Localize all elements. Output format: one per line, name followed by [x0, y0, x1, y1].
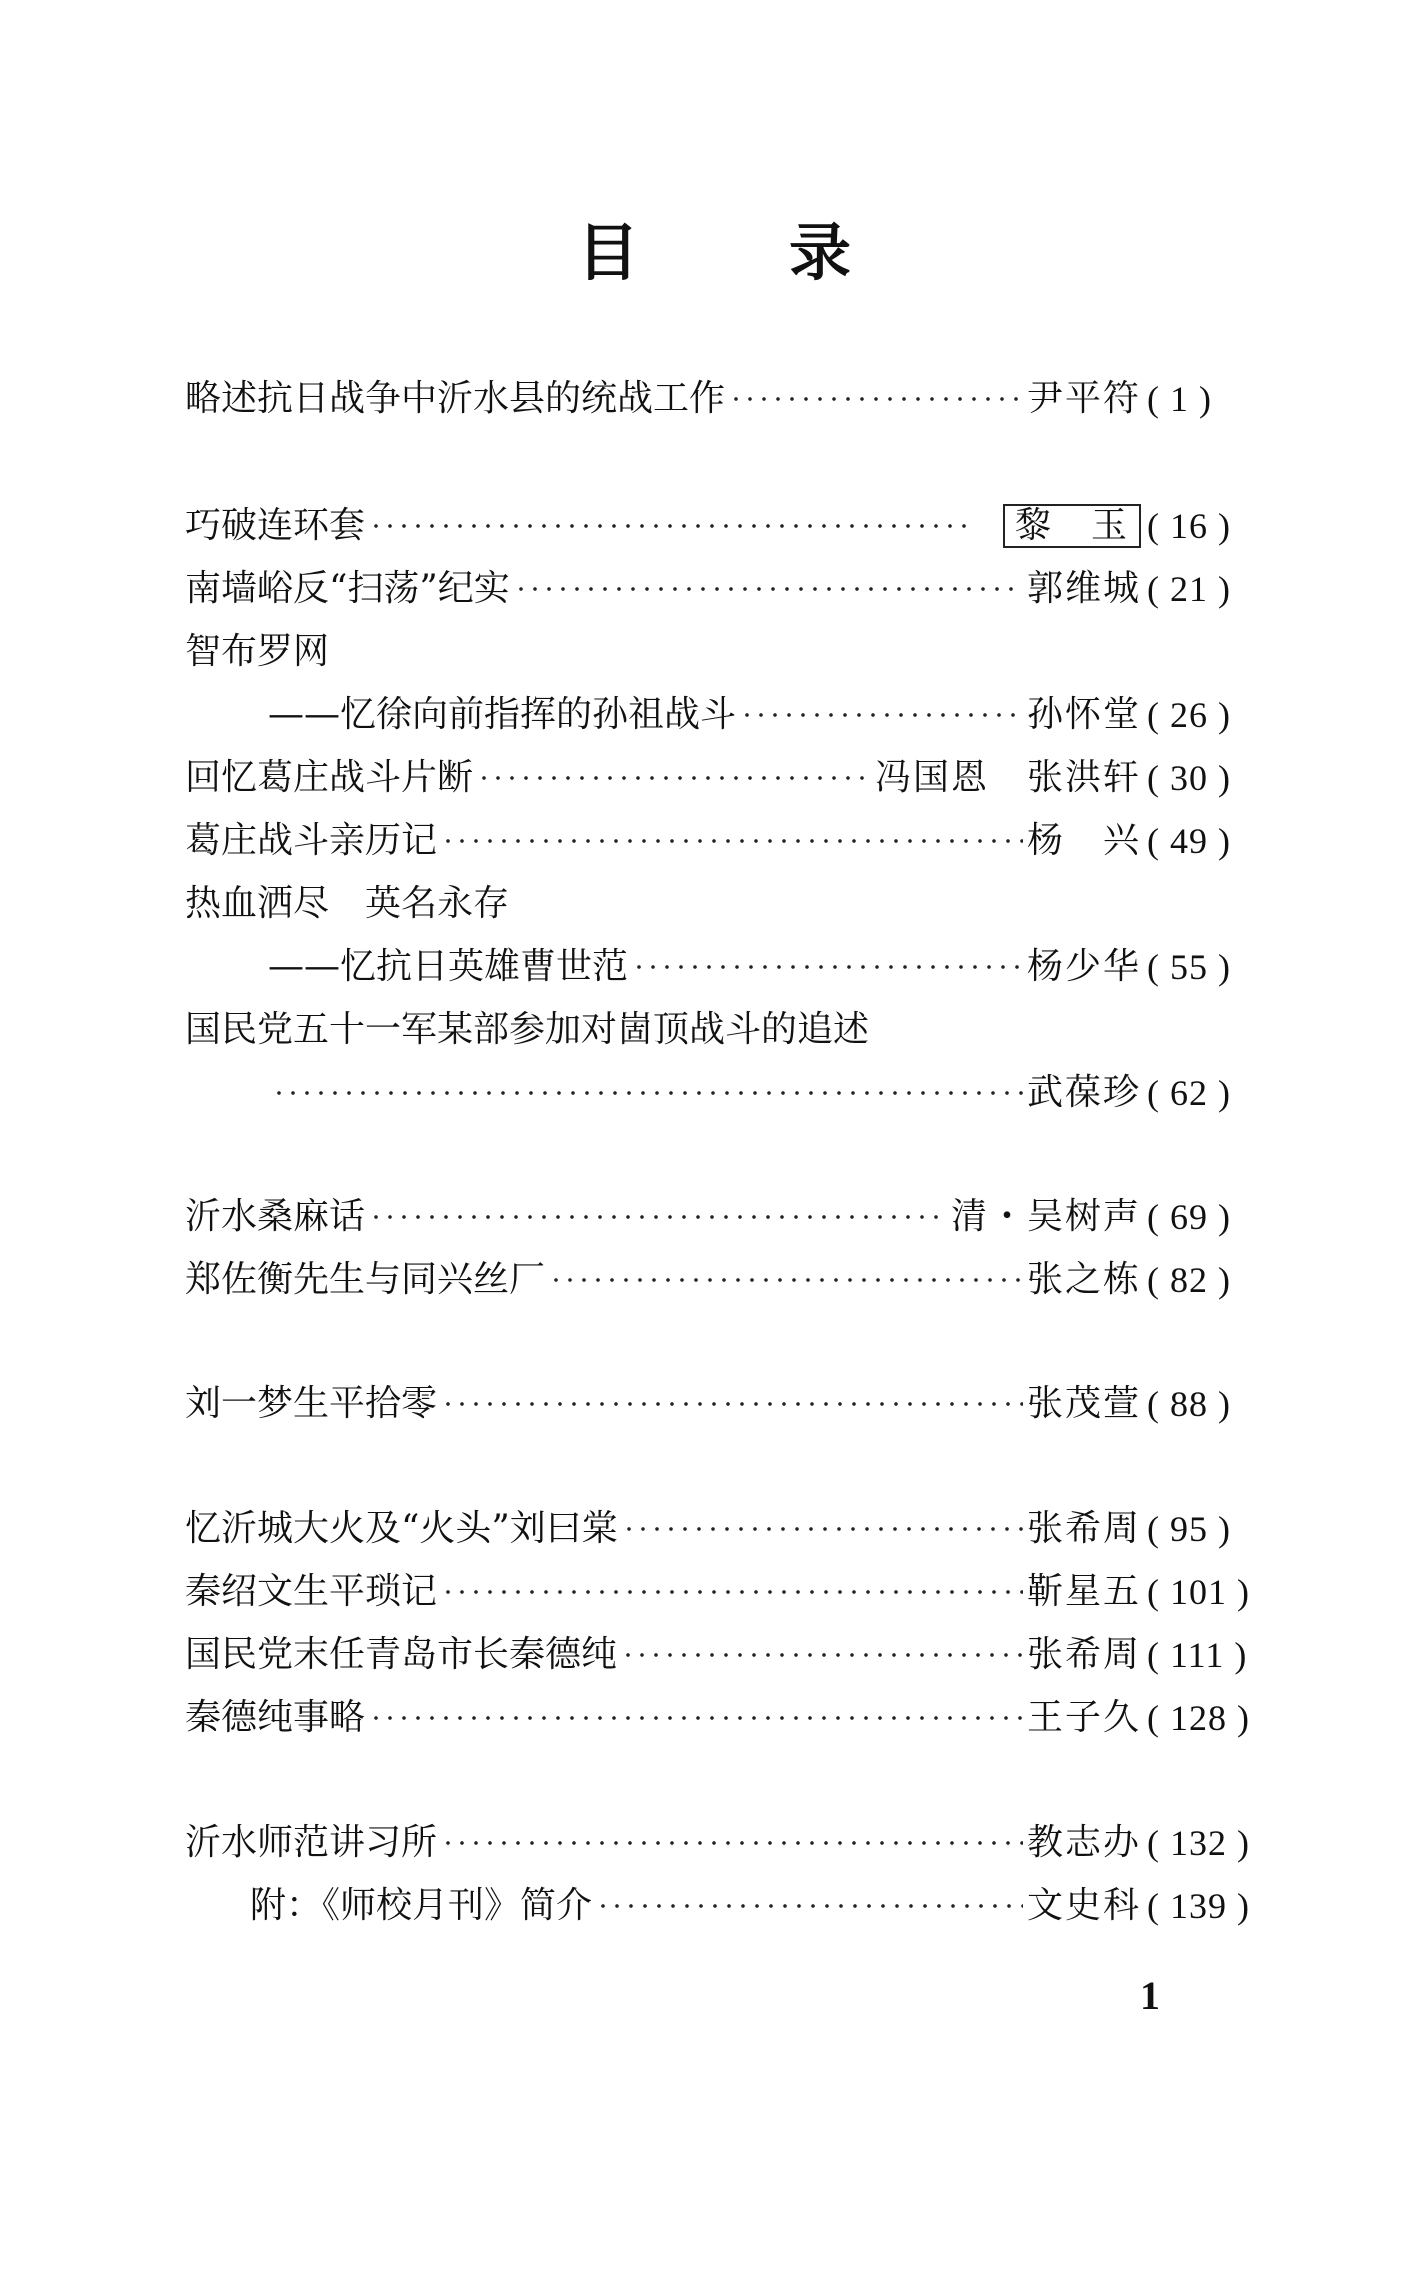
entry-author: 武葆珍 [1026, 1072, 1141, 1113]
entry-page: ( 82 ) [1147, 1260, 1231, 1300]
entry-author: 杨少华 [1026, 946, 1141, 987]
toc-entry[interactable] [185, 498, 1257, 554]
entry-author: 靳星五 [1026, 1571, 1141, 1612]
toc-entry[interactable] [268, 939, 1257, 995]
entry-page: ( 95 ) [1147, 1509, 1231, 1549]
toc-entry[interactable] [185, 1690, 1257, 1746]
entry-title: 国民党末任青岛市长秦德纯 [185, 1634, 618, 1675]
entry-title: 秦德纯事略 [185, 1697, 366, 1738]
toc-entry[interactable] [185, 1252, 1257, 1308]
entry-page: ( 26 ) [1147, 695, 1231, 735]
leader-dots [441, 1396, 1023, 1412]
toc-entry[interactable] [185, 1815, 1257, 1871]
leader-dots [729, 391, 1023, 407]
page-number: 1 [1140, 1973, 1160, 2018]
entry-author: 张希周 [1026, 1634, 1141, 1675]
leader-dots [441, 833, 1023, 849]
entry-author: 清・吴树声 [950, 1196, 1141, 1237]
entry-author: 张茂萱 [1026, 1383, 1141, 1424]
entry-page: ( 101 ) [1147, 1572, 1250, 1612]
entry-author: 杨 兴 [1026, 820, 1141, 861]
entry-author: 张之栋 [1026, 1259, 1141, 1300]
page-title [0, 216, 1428, 289]
entry-author: 王子久 [1026, 1697, 1141, 1738]
entry-author: 尹平符 [1026, 378, 1141, 419]
toc-entry[interactable] [185, 1627, 1257, 1683]
leader-dots [514, 581, 1023, 597]
entry-page: ( 30 ) [1147, 758, 1231, 798]
toc-entry[interactable] [185, 1501, 1257, 1557]
entry-page: ( 111 ) [1147, 1635, 1248, 1675]
entry-title: 附：《师校月刊》简介 [250, 1885, 593, 1926]
toc-entry[interactable] [268, 687, 1257, 743]
entry-page: ( 139 ) [1147, 1886, 1250, 1926]
toc-entry[interactable] [185, 371, 1257, 427]
leader-dots [632, 959, 1023, 975]
leader-dots [441, 1584, 1023, 1600]
title-char-2: 录 [789, 216, 852, 289]
entry-author: 孙怀堂 [1026, 694, 1141, 735]
leader-dots [369, 518, 973, 534]
entry-author: 文史科 [1026, 1885, 1141, 1926]
entry-page: ( 1 ) [1147, 379, 1212, 419]
entry-author: 张希周 [1026, 1508, 1141, 1549]
toc-entry-heading[interactable]: 智布罗网 [185, 631, 330, 672]
leader-dots [622, 1521, 1023, 1537]
toc-entry-heading[interactable]: 热血洒尽 英名永存 [185, 883, 510, 924]
entry-title: 刘一梦生平拾零 [185, 1383, 438, 1424]
toc-entry-heading[interactable]: 国民党五十一军某部参加对崮顶战斗的追述 [185, 1009, 870, 1050]
toc-entry[interactable] [185, 1189, 1257, 1245]
toc-entry[interactable] [185, 561, 1257, 617]
entry-title: 回忆葛庄战斗片断 [185, 757, 474, 798]
title-char-1: 目 [576, 216, 639, 289]
entry-page: ( 16 ) [1147, 506, 1231, 546]
entry-page: ( 132 ) [1147, 1823, 1250, 1863]
leader-dots [477, 770, 871, 786]
entry-title: 略述抗日战争中沂水县的统战工作 [185, 378, 726, 419]
toc-entry[interactable] [185, 1564, 1257, 1620]
toc-entry[interactable] [185, 1376, 1257, 1432]
leader-dots [272, 1085, 1023, 1101]
entry-title: ——忆抗日英雄曹世范 [268, 946, 629, 987]
leader-dots [369, 1710, 1023, 1726]
leader-dots [740, 707, 1023, 723]
entry-page: ( 69 ) [1147, 1197, 1231, 1237]
entry-title: 秦绍文生平琐记 [185, 1571, 438, 1612]
toc-entry[interactable] [185, 750, 1257, 806]
entry-author: 教志办 [1026, 1822, 1141, 1863]
leader-dots [369, 1209, 947, 1225]
entry-title: 沂水桑麻话 [185, 1196, 366, 1237]
leader-dots [549, 1272, 1023, 1288]
entry-page: ( 55 ) [1147, 947, 1231, 987]
entry-author: 冯国恩 张洪轩 [874, 757, 1141, 798]
entry-title: 忆沂城大火及“火头”刘曰棠 [185, 1508, 618, 1549]
toc-entry[interactable] [250, 1878, 1257, 1934]
entry-page: ( 88 ) [1147, 1384, 1231, 1424]
entry-title: 郑佐衡先生与同兴丝厂 [185, 1259, 546, 1300]
leader-dots [621, 1647, 1023, 1663]
entry-page: ( 128 ) [1147, 1698, 1250, 1738]
entry-page: ( 49 ) [1147, 821, 1231, 861]
entry-title: 南墙峪反“扫荡”纪实 [185, 568, 510, 609]
leader-dots [441, 1835, 1023, 1851]
entry-title: 沂水师范讲习所 [185, 1822, 438, 1863]
entry-author-boxed: 黎 玉 [1003, 504, 1141, 548]
entry-title: 巧破连环套 [185, 505, 366, 546]
entry-author: 郭维城 [1026, 568, 1141, 609]
leader-dots [596, 1898, 1023, 1914]
entry-title: ——忆徐向前指挥的孙祖战斗 [268, 694, 737, 735]
entry-page: ( 62 ) [1147, 1073, 1231, 1113]
entry-page: ( 21 ) [1147, 569, 1231, 609]
entry-title: 葛庄战斗亲历记 [185, 820, 438, 861]
toc-entry[interactable] [185, 813, 1257, 869]
toc-entry[interactable] [268, 1065, 1257, 1121]
